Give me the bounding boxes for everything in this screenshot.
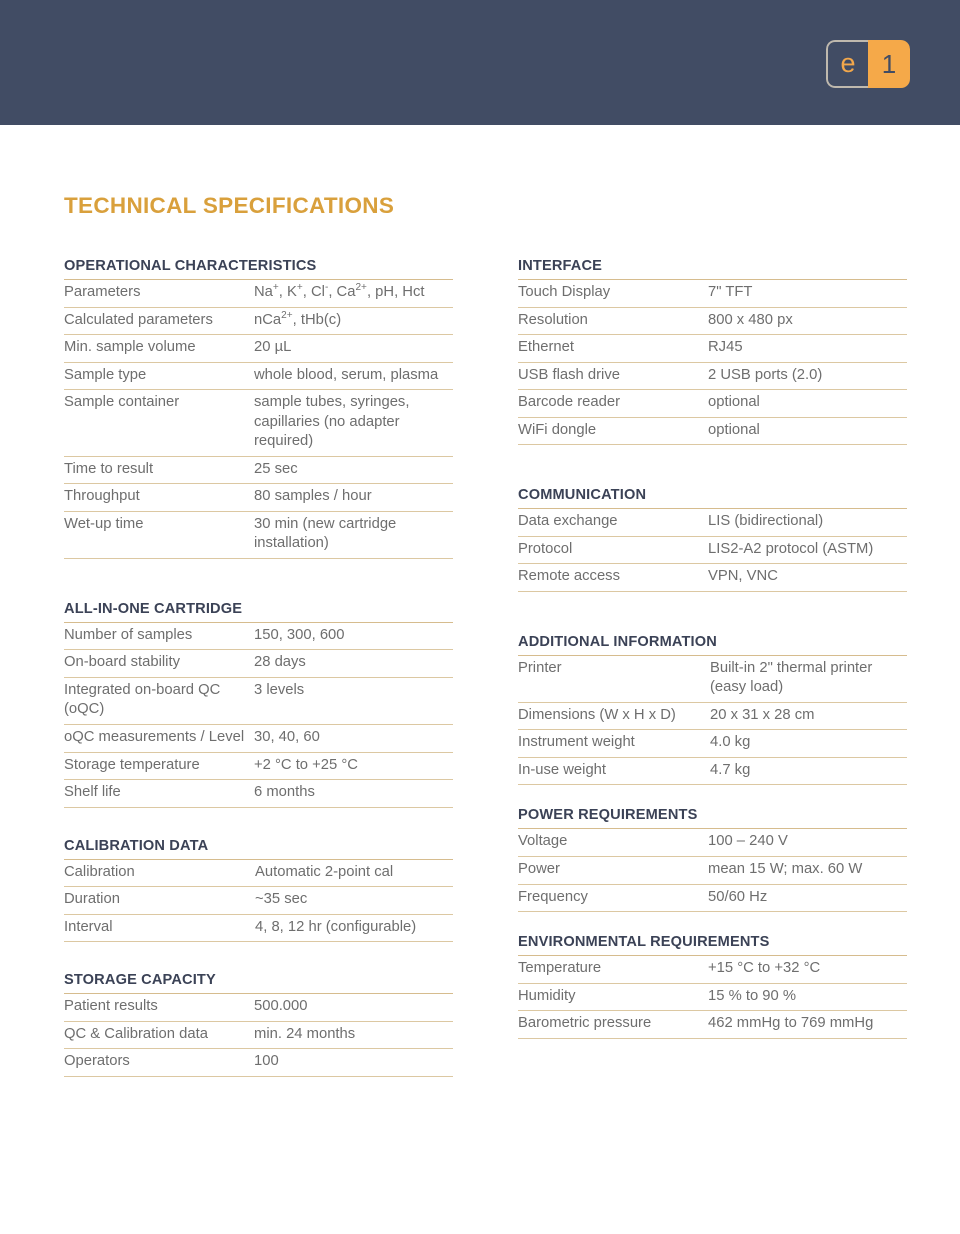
table-row: [64, 622, 453, 650]
spec-value: 25 sec: [254, 456, 453, 484]
spec-value: optional: [708, 390, 907, 418]
spec-label: Storage temperature: [64, 752, 254, 780]
spec-value: 20 x 31 x 28 cm: [710, 702, 907, 730]
spec-label: Operators: [64, 1049, 254, 1077]
spec-label: Duration: [64, 887, 255, 915]
spec-value: Na+, K+, Cl-, $Ca^{2+}$, pH, Hct: [254, 280, 453, 308]
table-row: [518, 730, 907, 758]
brand-logo: [826, 40, 910, 88]
table-row: [64, 1049, 453, 1077]
spec-value: 100: [254, 1049, 453, 1077]
spec-value: 80 samples / hour: [254, 484, 453, 512]
spec-value: optional: [708, 417, 907, 445]
table-row: [518, 702, 907, 730]
spec-label: Number of samples: [64, 622, 254, 650]
spec-section: [518, 487, 907, 592]
spec-value: 2 USB ports (2.0): [708, 362, 907, 390]
spec-table: [518, 508, 907, 592]
section-title: ALL-IN-ONE CARTRIDGE: [64, 600, 243, 617]
spec-label: WiFi dongle: [518, 417, 708, 445]
spec-value: 4.7 kg: [710, 757, 907, 785]
table-row: [518, 335, 907, 363]
table-row: [64, 724, 453, 752]
section-title: INTERFACE: [518, 258, 603, 274]
table-row: [64, 456, 453, 484]
table-row: [64, 859, 453, 887]
spec-value: 150, 300, 600: [254, 622, 453, 650]
table-row: [518, 956, 907, 984]
table-row: [64, 335, 453, 363]
table-row: [64, 650, 453, 678]
spec-label: On-board stability: [64, 650, 254, 678]
spec-table: [518, 655, 907, 786]
spec-section: [518, 258, 907, 445]
spec-value: 3 levels: [254, 677, 453, 724]
spec-table: [518, 828, 907, 912]
spec-section: [64, 601, 453, 808]
spec-label: Protocol: [518, 536, 708, 564]
section-title: STORAGE CAPACITY: [64, 972, 216, 989]
section-spacer: [518, 912, 907, 934]
section-title: OPERATIONAL CHARACTERISTICS: [64, 258, 317, 274]
section-title: ENVIRONMENTAL REQUIREMENTS: [518, 934, 770, 951]
spec-label: Frequency: [518, 884, 708, 912]
table-row: [518, 655, 907, 702]
spec-label: Ethernet: [518, 335, 708, 363]
spec-value: mean 15 W; max. 60 W: [708, 856, 907, 884]
spec-value: whole blood, serum, plasma: [254, 362, 453, 390]
section-spacer: [64, 942, 453, 972]
table-row: [64, 887, 453, 915]
spec-label: Patient results: [64, 994, 254, 1022]
spec-value: 100 – 240 V: [708, 829, 907, 857]
spec-table: [64, 622, 453, 808]
spec-value: LIS (bidirectional): [708, 509, 907, 537]
section-title: POWER REQUIREMENTS: [518, 807, 698, 824]
spec-label: Sample type: [64, 362, 254, 390]
spec-value: 500.000: [254, 994, 453, 1022]
section-spacer: [64, 559, 453, 601]
spec-value: +15 °C to +32 °C: [708, 956, 907, 984]
spec-value: Automatic 2-point cal: [255, 859, 453, 887]
spec-value: 30, 40, 60: [254, 724, 453, 752]
spec-label: Printer: [518, 655, 710, 702]
section-spacer: [518, 785, 907, 807]
spec-label: Barcode reader: [518, 390, 708, 418]
page-title: TECHNICAL SPECIFICATIONS: [64, 193, 395, 218]
table-row: [64, 280, 453, 308]
section-spacer: [64, 808, 453, 838]
table-row: [64, 780, 453, 808]
spec-label: Barometric pressure: [518, 1011, 708, 1039]
table-row: [64, 362, 453, 390]
header-band: [0, 0, 960, 125]
table-row: [518, 509, 907, 537]
spec-value: 6 months: [254, 780, 453, 808]
spec-table: [518, 955, 907, 1039]
spec-value: nCa$^{2+}$, tHb(c): [254, 307, 453, 335]
spec-label: Voltage: [518, 829, 708, 857]
spec-value: RJ45: [708, 335, 907, 363]
spec-section: [518, 807, 907, 912]
spec-label: Integrated on-board QC (oQC): [64, 677, 254, 724]
spec-value: 4, 8, 12 hr (configurable): [255, 914, 453, 942]
spec-label: Temperature: [518, 956, 708, 984]
spec-label: oQC measurements / Level: [64, 724, 254, 752]
spec-label: Data exchange: [518, 509, 708, 537]
table-row: [64, 307, 453, 335]
spec-value: +2 °C to +25 °C: [254, 752, 453, 780]
spec-label: QC & Calibration data: [64, 1021, 254, 1049]
spec-section: [64, 838, 453, 943]
table-row: [518, 1011, 907, 1039]
spec-label: Instrument weight: [518, 730, 710, 758]
spec-table: [64, 279, 453, 559]
table-row: [64, 484, 453, 512]
spec-section: [518, 634, 907, 786]
spec-label: USB flash drive: [518, 362, 708, 390]
section-spacer: [518, 445, 907, 487]
spec-value: 15 % to 90 %: [708, 983, 907, 1011]
table-row: [64, 1021, 453, 1049]
spec-value: VPN, VNC: [708, 564, 907, 592]
table-row: [518, 362, 907, 390]
spec-label: Humidity: [518, 983, 708, 1011]
spec-label: Time to result: [64, 456, 254, 484]
spec-value: LIS2-A2 protocol (ASTM): [708, 536, 907, 564]
section-title: CALIBRATION DATA: [64, 837, 209, 854]
spec-label: Dimensions (W x H x D): [518, 702, 710, 730]
table-row: [518, 307, 907, 335]
spec-label: Resolution: [518, 307, 708, 335]
table-row: [64, 914, 453, 942]
spec-value: 462 mmHg to 769 mmHg: [708, 1011, 907, 1039]
spec-label: Shelf life: [64, 780, 254, 808]
spec-value: ~35 sec: [255, 887, 453, 915]
table-row: [64, 511, 453, 558]
table-row: [518, 856, 907, 884]
spec-value: Built-in 2" thermal printer (easy load): [710, 655, 907, 702]
table-row: [518, 390, 907, 418]
spec-value: sample tubes, syringes, capillaries (no adapter required): [254, 390, 453, 457]
spec-label: In-use weight: [518, 757, 710, 785]
table-row: [518, 884, 907, 912]
table-row: [64, 752, 453, 780]
spec-label: Touch Display: [518, 280, 708, 308]
spec-section: [64, 972, 453, 1077]
spec-label: Sample container: [64, 390, 254, 457]
spec-section: [64, 258, 453, 559]
table-row: [518, 564, 907, 592]
section-spacer: [518, 592, 907, 634]
table-row: [518, 757, 907, 785]
table-row: [64, 390, 453, 457]
right-column: [518, 258, 907, 1039]
section-title: COMMUNICATION: [518, 487, 647, 504]
spec-value: 7" TFT: [708, 280, 907, 308]
table-row: [64, 994, 453, 1022]
table-row: [518, 536, 907, 564]
left-column: [64, 258, 453, 1077]
spec-value: 30 min (new cartridge installation): [254, 511, 453, 558]
spec-table: [64, 859, 453, 943]
spec-label: Throughput: [64, 484, 254, 512]
spec-label: Wet-up time: [64, 511, 254, 558]
spec-label: Parameters: [64, 280, 254, 308]
logo-digit-1: 1: [868, 40, 910, 88]
spec-value: 20 µL: [254, 335, 453, 363]
spec-label: Min. sample volume: [64, 335, 254, 363]
spec-table: [64, 993, 453, 1077]
logo-letter-e: e: [826, 40, 868, 88]
spec-table: [518, 279, 907, 445]
table-row: [518, 280, 907, 308]
spec-value: 28 days: [254, 650, 453, 678]
spec-label: Interval: [64, 914, 255, 942]
spec-value: 50/60 Hz: [708, 884, 907, 912]
section-title: ADDITIONAL INFORMATION: [518, 633, 717, 650]
spec-label: Power: [518, 856, 708, 884]
table-row: [518, 829, 907, 857]
spec-label: Calculated parameters: [64, 307, 254, 335]
table-row: [518, 417, 907, 445]
table-row: [518, 983, 907, 1011]
spec-label: Calibration: [64, 859, 255, 887]
spec-value: min. 24 months: [254, 1021, 453, 1049]
table-row: [64, 677, 453, 724]
spec-label: Remote access: [518, 564, 708, 592]
spec-value: 4.0 kg: [710, 730, 907, 758]
spec-value: 800 x 480 px: [708, 307, 907, 335]
spec-section: [518, 934, 907, 1039]
